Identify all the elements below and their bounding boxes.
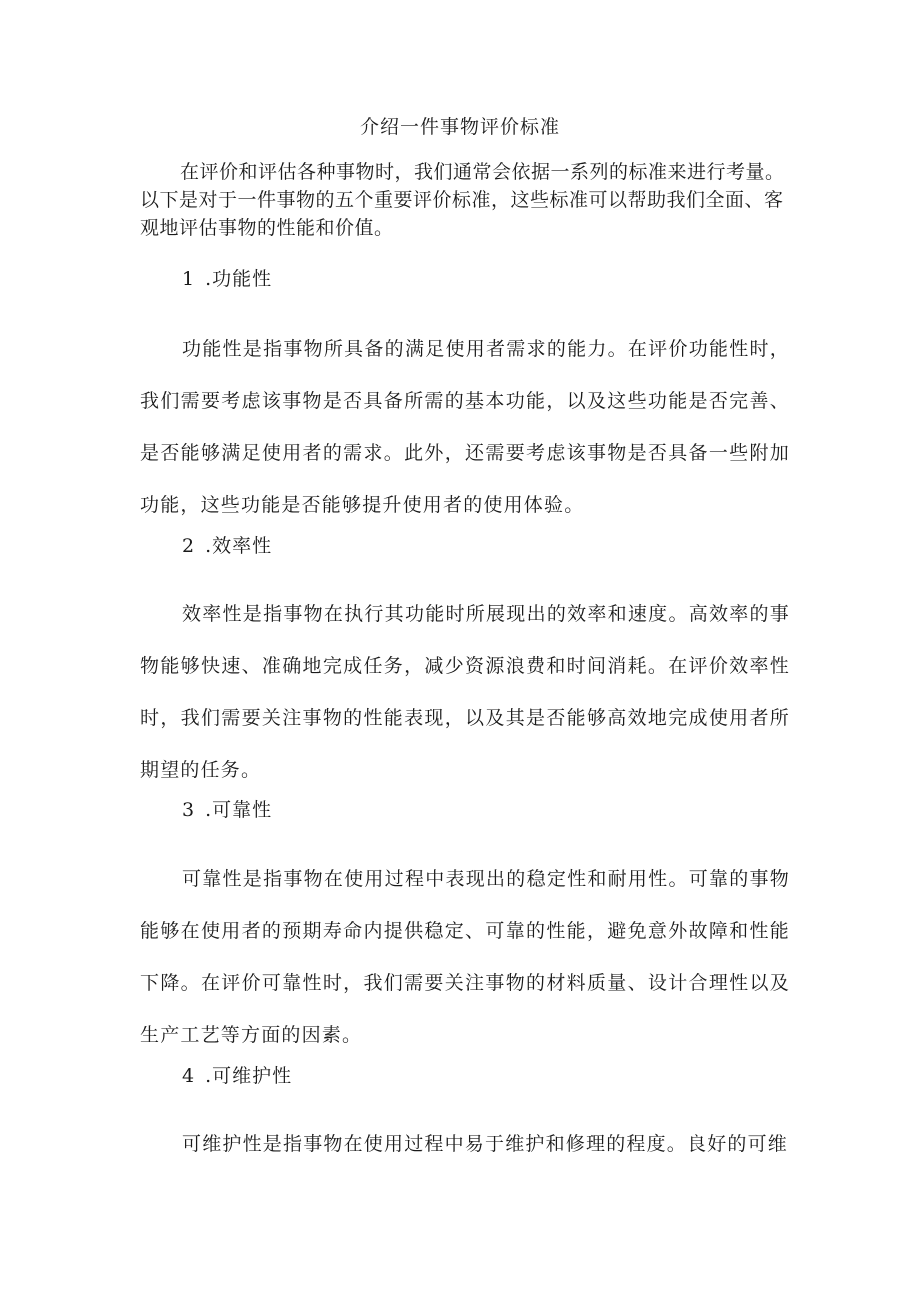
section-heading-label: .可维护性 xyxy=(205,1065,293,1087)
section-heading-2 xyxy=(182,533,272,559)
section-number: 1 xyxy=(182,268,196,290)
section-heading-1 xyxy=(182,266,272,292)
section-body-2: 效率性是指事物在执行其功能时所展现出的效率和速度。高效率的事物能够快速、准确地完成任务，减少资源浪费和时间消耗。在评价效率性时，我们需要关注事物的性能表现，以及其是否能够高效地完成使用者所期望的任务。 xyxy=(140,603,790,781)
document-title: 介绍一件事物评价标准 xyxy=(359,116,560,138)
section-heading-3 xyxy=(182,797,272,823)
section-number: 3 xyxy=(182,799,196,821)
section-body-4: 可维护性是指事物在使用过程中易于维护和修理的程度。良好的可维 xyxy=(182,1133,789,1155)
section-heading-label: .可靠性 xyxy=(205,799,273,821)
section-number: 2 xyxy=(182,535,196,557)
section-number: 4 xyxy=(182,1065,196,1087)
section-body-3: 可靠性是指事物在使用过程中表现出的稳定性和耐用性。可靠的事物能够在使用者的预期寿命内提供稳定、可靠的性能，避免意外故障和性能下降。在评价可靠性时，我们需要关注事物的材料质量、设计合理性以及生产工艺等方面的因素。 xyxy=(140,868,790,1046)
section-heading-label: .效率性 xyxy=(205,535,273,557)
section-heading-label: .功能性 xyxy=(205,268,273,290)
section-body-1: 功能性是指事物所具备的满足使用者需求的能力。在评价功能性时，我们需要考虑该事物是否具备所需的基本功能，以及这些功能是否完善、是否能够满足使用者的需求。此外，还需要考虑该事物是否具备一些附加功能，这些功能是否能够提升使用者的使用体验。 xyxy=(140,338,790,516)
intro-paragraph: 在评价和评估各种事物时，我们通常会依据一系列的标准来进行考量。以下是对于一件事物的五个重要评价标准，这些标准可以帮助我们全面、客观地评估事物的性能和价值。 xyxy=(140,161,785,239)
section-heading-4 xyxy=(182,1063,292,1089)
